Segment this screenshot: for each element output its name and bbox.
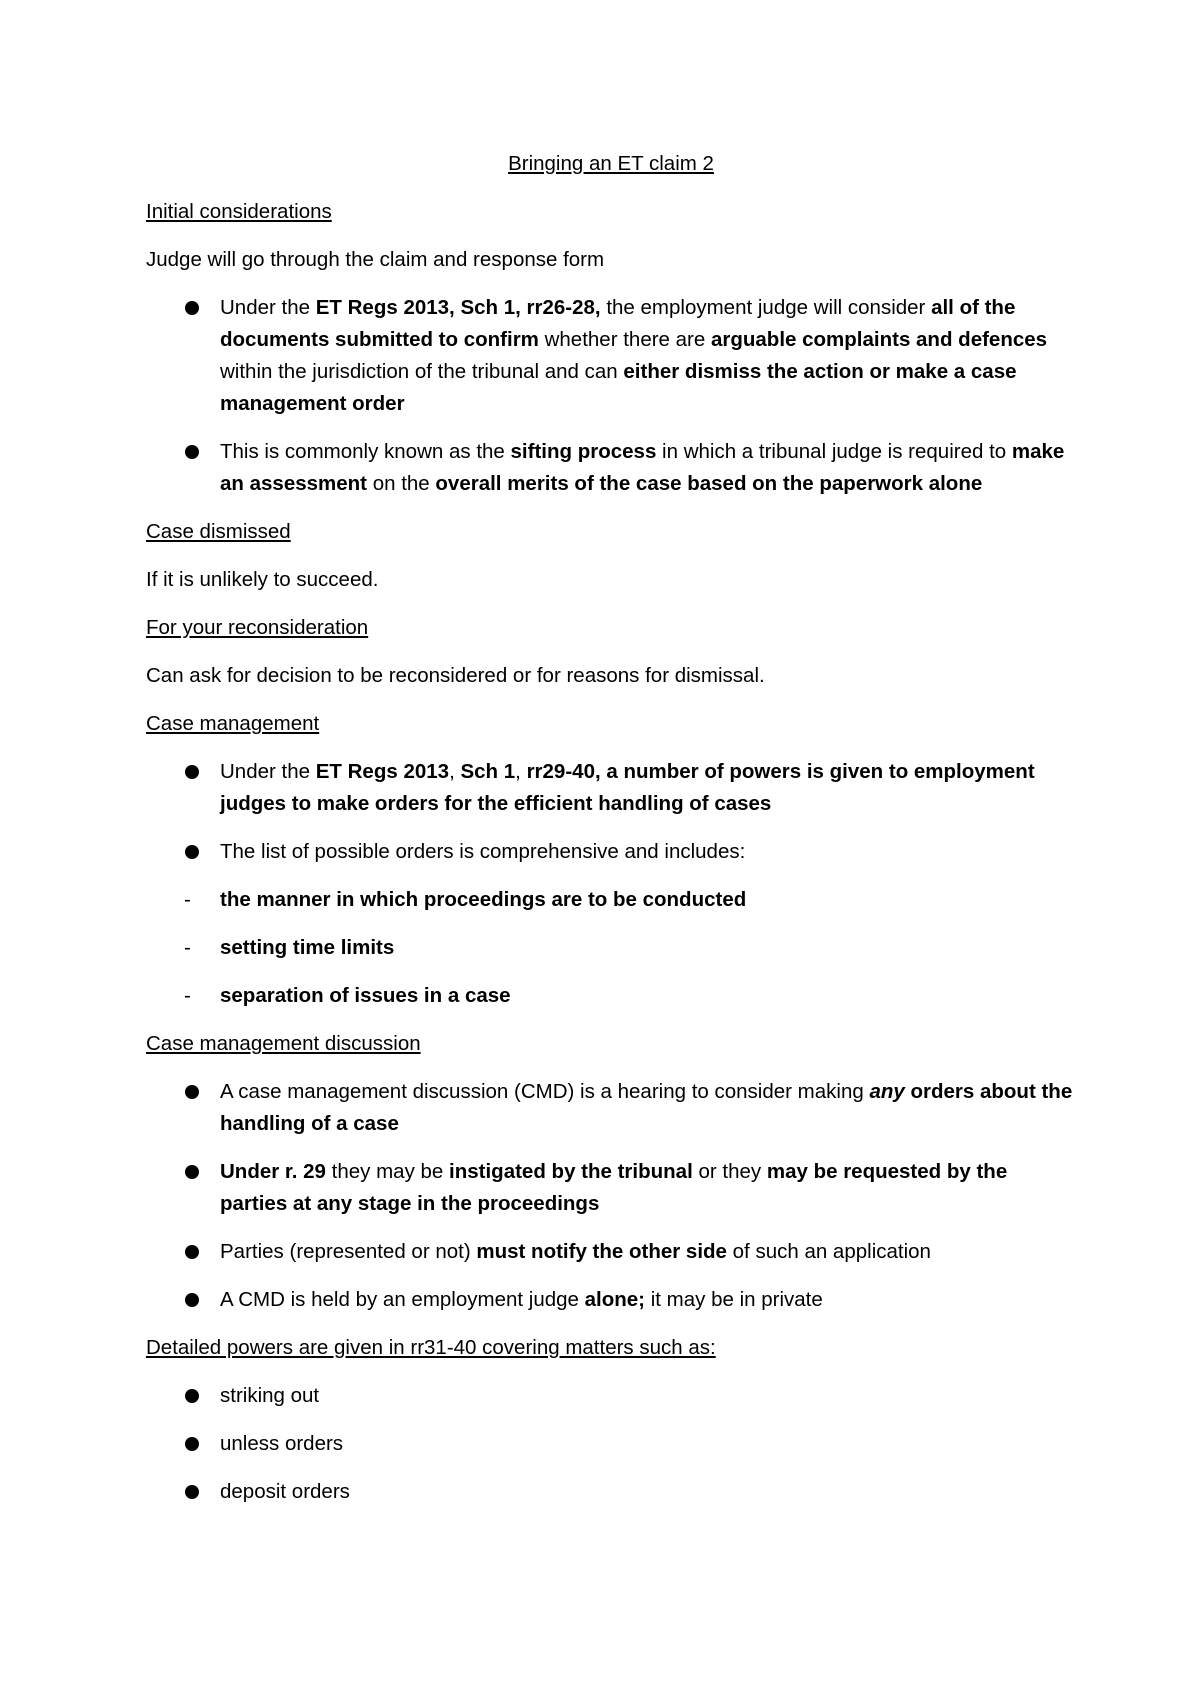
heading-case-management: Case management <box>146 712 320 735</box>
bold-run: separation of issues in a case <box>220 984 511 1007</box>
bold-run: arguable complaints and defences <box>710 328 1048 351</box>
text-run: of such an application <box>726 1240 931 1263</box>
bullet-item <box>146 1380 1076 1412</box>
bullet-item <box>146 836 1076 868</box>
bullet-icon <box>185 1165 199 1179</box>
text-run: whether there are <box>538 328 711 351</box>
text-run: , <box>449 760 461 783</box>
bullet-item <box>146 436 1076 500</box>
bold-run: overall merits of the case based on the paperwork alone <box>435 472 983 495</box>
bullet-item <box>146 756 1076 820</box>
bold-run: rr29-40 <box>526 760 595 783</box>
paragraph-reconsideration: Can ask for decision to be reconsidered or for reasons for dismissal. <box>146 664 765 687</box>
text-run: in which a tribunal judge is required to <box>656 440 1012 463</box>
dash-list-item <box>146 932 1076 964</box>
bold-run: all of the documents submitted to confirm <box>220 296 1016 351</box>
bold-run: Sch 1 <box>460 760 516 783</box>
dash-icon: - <box>184 984 191 1007</box>
bold-run: sifting process <box>510 440 657 463</box>
text-run: the employment judge will consider <box>600 296 932 319</box>
bold-run: the manner in which proceedings are to be conducted <box>220 888 747 911</box>
bullet-item <box>146 1156 1076 1220</box>
bullet-item <box>146 1236 1076 1268</box>
bold-run: alone; <box>584 1288 646 1311</box>
bullet-item <box>146 1476 1076 1508</box>
bullet-icon <box>185 445 199 459</box>
document-title: Bringing an ET claim 2 <box>508 152 714 175</box>
document-page <box>146 148 1076 1524</box>
text-run: it may be in private <box>645 1288 823 1311</box>
text-run: Under the <box>220 760 316 783</box>
text-run: or they <box>692 1160 767 1183</box>
text-run: Parties (represented or not) <box>220 1240 477 1263</box>
bold-run: make an assessment <box>220 440 1065 495</box>
dash-list-item <box>146 884 1076 916</box>
bullet-item <box>146 1284 1076 1316</box>
text-run: A CMD is held by an employment judge <box>220 1288 585 1311</box>
heading-case-dismissed: Case dismissed <box>146 520 291 543</box>
text-run: Under the <box>220 296 316 319</box>
bullet-icon <box>185 1245 199 1259</box>
dash-icon: - <box>184 936 191 959</box>
bullet-icon <box>185 1437 199 1451</box>
text-run: within the jurisdiction of the tribunal and can <box>220 360 624 383</box>
text-run: they may be <box>325 1160 450 1183</box>
bold-run: setting time limits <box>220 936 395 959</box>
bullet-icon <box>185 301 199 315</box>
bullet-icon <box>185 1293 199 1307</box>
heading-initial-considerations: Initial considerations <box>146 200 332 223</box>
paragraph-case-dismissed: If it is unlikely to succeed. <box>146 568 379 591</box>
bold-run: instigated by the tribunal <box>449 1160 693 1183</box>
bullet-icon <box>185 845 199 859</box>
text-run: deposit orders <box>220 1480 350 1503</box>
bold-italic-run <box>869 1080 904 1103</box>
text-run: The list of possible orders is comprehensive and includes: <box>220 840 746 863</box>
heading-reconsideration: For your reconsideration <box>146 616 369 639</box>
bold-run: Under r. 29 <box>220 1160 326 1183</box>
bullet-icon <box>185 1485 199 1499</box>
bullet-icon <box>185 765 199 779</box>
bullet-icon <box>185 1389 199 1403</box>
dash-list-item <box>146 980 1076 1012</box>
text-run: This is commonly known as the <box>220 440 511 463</box>
bold-run: may be requested by the parties at any stage in the proceedings <box>220 1160 1008 1215</box>
heading-detailed-powers: Detailed powers are given in rr31-40 covering matters such as: <box>146 1336 716 1359</box>
text-run: on the <box>367 472 436 495</box>
bullet-item <box>146 292 1076 420</box>
bold-run: must notify the other side <box>476 1240 727 1263</box>
bold-run: ET Regs 2013, Sch 1, rr26-28, <box>315 296 601 319</box>
text-run: , <box>515 760 527 783</box>
text-run: A case management discussion (CMD) is a hearing to consider making <box>220 1080 870 1103</box>
bold-run: orders about the handling of a case <box>220 1080 1073 1135</box>
bullet-item <box>146 1428 1076 1460</box>
bold-run: either dismiss the action or make a case management order <box>220 360 1017 415</box>
bold-run: , a number of powers is given to employment judges to make orders for the efficient handling of cases <box>220 760 1035 815</box>
bullet-item <box>146 1076 1076 1140</box>
heading-case-management-discussion: Case management discussion <box>146 1032 421 1055</box>
text-run: striking out <box>220 1384 320 1407</box>
dash-icon: - <box>184 888 191 911</box>
italic-run: any <box>869 1080 905 1103</box>
bold-run: ET Regs 2013 <box>315 760 450 783</box>
text-run: unless orders <box>220 1432 344 1455</box>
bullet-icon <box>185 1085 199 1099</box>
paragraph-initial-intro: Judge will go through the claim and response form <box>146 248 605 271</box>
